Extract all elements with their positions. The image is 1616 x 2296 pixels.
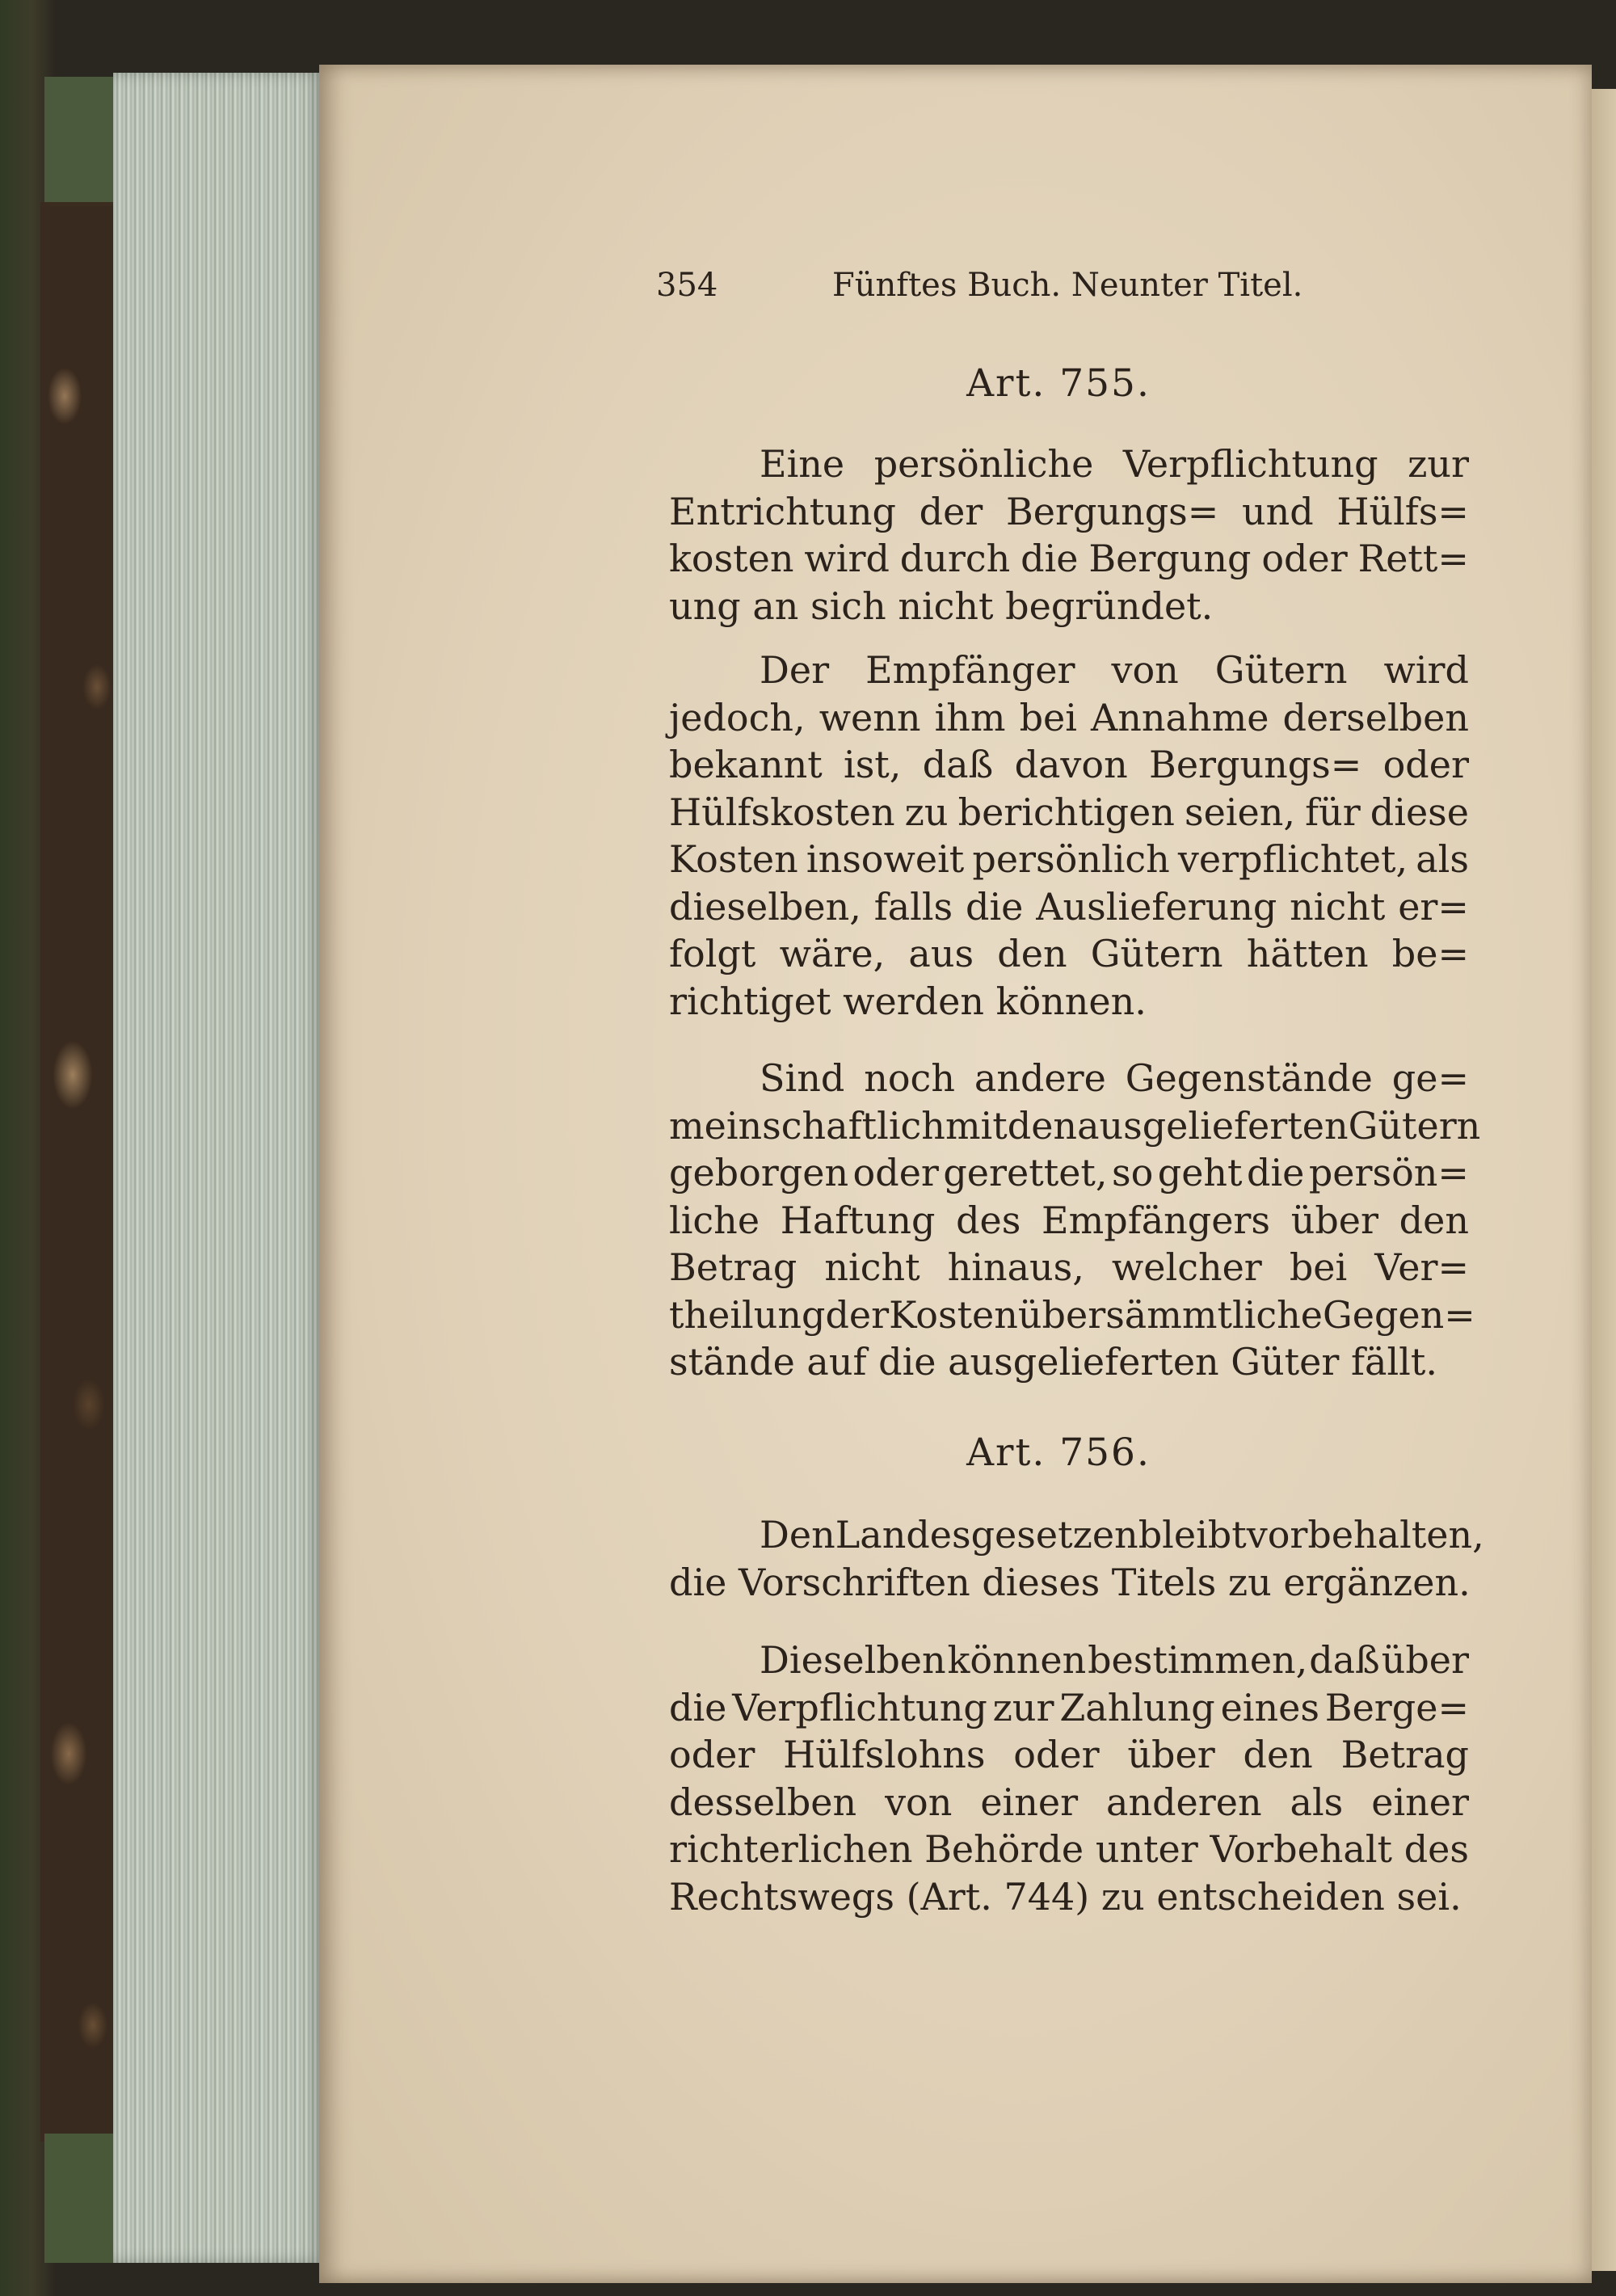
word: über <box>1017 1292 1106 1337</box>
word: einer <box>980 1780 1079 1824</box>
word: daß <box>922 743 994 786</box>
word: oder <box>852 1151 939 1194</box>
word: ihm <box>934 695 1006 739</box>
word: persönliche <box>873 442 1094 486</box>
article-heading-756: Art. 756. <box>966 1430 1151 1475</box>
page-block-edges <box>113 73 323 2263</box>
word: den <box>997 932 1067 975</box>
line-words <box>760 440 1469 488</box>
article-755-paragraph-1 <box>669 440 1469 630</box>
spine-cloth-bottom <box>44 2134 121 2263</box>
word: andere <box>974 1056 1106 1100</box>
word: ge= <box>1391 1056 1469 1100</box>
text-line <box>669 1637 1469 1684</box>
text-line <box>669 488 1469 536</box>
word: Bergung <box>1088 537 1252 580</box>
word: verpflichtet, <box>1177 837 1408 881</box>
line-words <box>669 930 1469 978</box>
word: Gütern <box>1090 932 1223 975</box>
word: als <box>1290 1780 1344 1824</box>
line-words <box>760 647 1469 694</box>
word: theilung <box>669 1292 826 1337</box>
word: wird <box>1383 648 1469 692</box>
word: sämmtliche <box>1105 1292 1323 1337</box>
word: die <box>669 1685 727 1729</box>
word: Empfänger <box>865 648 1075 692</box>
text-line: Rechtswegs (Art. 744) zu entscheiden sei. <box>669 1874 1462 1919</box>
word: be= <box>1391 932 1469 975</box>
word: noch <box>864 1056 955 1100</box>
word: eines <box>1220 1685 1319 1729</box>
word: von <box>1111 648 1179 692</box>
word: bei <box>1289 1245 1348 1289</box>
word: Ver= <box>1374 1245 1469 1289</box>
text-line <box>669 789 1469 836</box>
text-line <box>669 1731 1469 1779</box>
word: Gegen= <box>1323 1292 1475 1337</box>
article-755-paragraph-2 <box>669 647 1469 1025</box>
word: wird <box>804 537 890 580</box>
word: als <box>1416 837 1469 881</box>
word: anderen <box>1106 1780 1262 1824</box>
line-words <box>669 694 1469 742</box>
word: Vorbehalt <box>1210 1827 1393 1871</box>
word: können <box>947 1638 1087 1682</box>
word: folgt <box>669 932 756 975</box>
word: dieselben, <box>669 884 861 929</box>
word: Landesgesetzen <box>835 1513 1138 1557</box>
word: geht <box>1157 1151 1243 1194</box>
text-line <box>669 1197 1469 1245</box>
word: daß <box>1309 1638 1380 1682</box>
text-line <box>669 1779 1469 1826</box>
word: Bergungs= <box>1149 743 1362 786</box>
word: geborgen <box>669 1151 849 1194</box>
line-words <box>669 1244 1469 1291</box>
word: über <box>1381 1638 1469 1682</box>
line-words <box>760 1055 1469 1102</box>
line-words <box>669 741 1469 789</box>
word: Den <box>760 1513 835 1557</box>
word: Sind <box>760 1056 845 1100</box>
text-line: richtiget werden können. <box>669 979 1147 1023</box>
word: Berge= <box>1324 1685 1469 1729</box>
line-words <box>669 1826 1469 1873</box>
word: ausgelieferten <box>1077 1103 1349 1148</box>
line-words <box>669 1197 1469 1245</box>
word: Auslieferung <box>1036 884 1277 929</box>
line-words <box>669 488 1469 536</box>
text-line: die Vorschriften dieses Titels zu ergänzen. <box>669 1560 1471 1604</box>
word: der <box>825 1292 890 1337</box>
word: hinaus, <box>947 1245 1084 1289</box>
word: oder <box>1013 1733 1100 1776</box>
line-words <box>669 1149 1469 1197</box>
word: Gütern <box>1348 1103 1481 1148</box>
article-756-paragraph-2 <box>669 1637 1469 1920</box>
word: insoweit <box>806 837 965 881</box>
word: oder <box>1382 743 1469 786</box>
word: Bergungs= <box>1005 489 1219 533</box>
word: er= <box>1398 884 1469 929</box>
word: Gütern <box>1214 648 1348 692</box>
word: oder <box>1261 537 1348 580</box>
word: so <box>1112 1151 1154 1194</box>
word: den <box>1007 1103 1078 1148</box>
text-line <box>669 1684 1469 1732</box>
text-line <box>669 1102 1481 1150</box>
word: Betrag <box>669 1245 797 1289</box>
word: Hülfs= <box>1336 489 1469 533</box>
word: wäre, <box>779 932 886 975</box>
line-words <box>669 883 1469 931</box>
word: welcher <box>1111 1245 1262 1289</box>
word: davon <box>1014 743 1128 786</box>
word: und <box>1241 489 1314 533</box>
text-line <box>669 930 1469 978</box>
line-words <box>669 1684 1469 1732</box>
word: berichtigen <box>957 790 1175 834</box>
text-line <box>669 1055 1469 1102</box>
word: Hülfskosten <box>669 790 895 834</box>
text-line <box>669 1826 1469 1873</box>
word: Kosten <box>889 1292 1018 1337</box>
word: jedoch, <box>669 695 806 739</box>
word: mit <box>945 1103 1008 1148</box>
text-line <box>669 440 1469 488</box>
word: Behörde <box>924 1827 1084 1871</box>
line-words <box>669 1731 1469 1779</box>
word: desselben <box>669 1780 857 1824</box>
text-line: ung an sich nicht begründet. <box>669 583 1214 628</box>
text-line <box>669 1291 1475 1339</box>
line-words <box>669 535 1469 583</box>
word: richterlichen <box>669 1827 913 1871</box>
word: Verpflichtung <box>1122 442 1378 486</box>
word: den <box>1399 1198 1469 1242</box>
word: für <box>1305 790 1361 834</box>
word: aus <box>908 932 974 975</box>
word: des <box>956 1198 1021 1242</box>
word: persönlich <box>972 837 1170 881</box>
text-line <box>669 836 1469 883</box>
line-words <box>669 836 1469 883</box>
word: derselben <box>1282 695 1469 739</box>
page-number: 354 <box>656 267 718 304</box>
word: über <box>1290 1198 1378 1242</box>
word: die <box>1247 1151 1305 1194</box>
text-line <box>669 647 1469 694</box>
word: gerettet, <box>943 1151 1108 1194</box>
word: bestimmen, <box>1088 1638 1308 1682</box>
word: seien, <box>1184 790 1295 834</box>
line-words <box>669 1779 1469 1826</box>
line-words <box>760 1637 1469 1684</box>
text-line <box>669 1149 1469 1197</box>
word: kosten <box>669 537 794 580</box>
word: Annahme <box>1091 695 1269 739</box>
word: über <box>1127 1733 1215 1776</box>
word: meinschaftlich <box>669 1103 945 1148</box>
word: Verpflichtung <box>732 1685 987 1729</box>
word: falls <box>873 884 953 929</box>
text-line <box>669 741 1469 789</box>
word: Entrichtung <box>669 489 896 533</box>
word: Gegenstände <box>1125 1056 1373 1100</box>
line-words <box>760 1511 1484 1559</box>
line-words <box>669 1291 1475 1339</box>
text-line <box>669 1511 1484 1559</box>
word: den <box>1243 1733 1313 1776</box>
word: ist, <box>843 743 902 786</box>
word: zur <box>1408 442 1469 486</box>
word: vorbehalten, <box>1246 1513 1484 1557</box>
word: oder <box>669 1733 755 1776</box>
word: des <box>1403 1827 1469 1871</box>
word: Dieselben <box>760 1638 946 1682</box>
word: Empfängers <box>1042 1198 1271 1242</box>
word: bleibt <box>1138 1513 1247 1557</box>
word: hätten <box>1246 932 1369 975</box>
word: bekannt <box>669 743 823 786</box>
word: die <box>966 884 1024 929</box>
word: Betrag <box>1340 1733 1469 1776</box>
word: Zahlung <box>1059 1685 1215 1729</box>
line-words <box>669 789 1469 836</box>
word: Der <box>760 648 830 692</box>
article-755-paragraph-3 <box>669 1055 1481 1386</box>
word: zu <box>904 790 949 834</box>
word: einer <box>1371 1780 1469 1824</box>
word: diese <box>1370 790 1469 834</box>
word: Rett= <box>1357 537 1469 580</box>
word: unter <box>1095 1827 1198 1871</box>
word: Eine <box>760 442 845 486</box>
word: Hülfslohns <box>783 1733 986 1776</box>
text-line <box>669 694 1469 742</box>
text-line <box>669 1244 1469 1291</box>
word: der <box>919 489 983 533</box>
word: persön= <box>1308 1151 1469 1194</box>
running-head-title: Fünftes Buch. Neunter Titel. <box>832 267 1303 304</box>
article-heading-755: Art. 755. <box>966 361 1151 406</box>
marbled-cover-edge <box>40 202 121 2142</box>
text-line <box>669 883 1469 931</box>
word: Haftung <box>780 1198 936 1242</box>
word: wenn <box>819 695 921 739</box>
text-line <box>669 535 1469 583</box>
spine-cloth-top <box>44 77 121 206</box>
article-756-paragraph-1 <box>669 1511 1484 1606</box>
line-words <box>669 1102 1481 1150</box>
word: bei <box>1019 695 1077 739</box>
word: nicht <box>1290 884 1386 929</box>
word: Kosten <box>669 837 798 881</box>
word: durch <box>899 537 1011 580</box>
word: liche <box>669 1198 760 1242</box>
word: die <box>1021 537 1079 580</box>
word: zur <box>992 1685 1054 1729</box>
text-line: stände auf die ausgelieferten Güter fällt. <box>669 1340 1437 1384</box>
word: von <box>885 1780 953 1824</box>
word: nicht <box>824 1245 920 1289</box>
